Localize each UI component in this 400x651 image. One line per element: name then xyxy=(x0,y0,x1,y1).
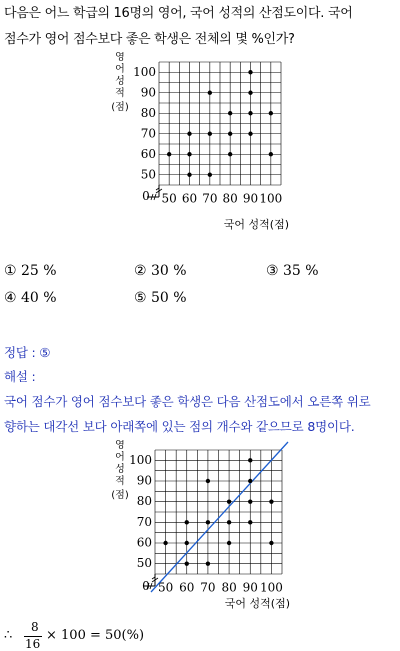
data-point xyxy=(248,91,252,95)
data-point xyxy=(228,132,232,136)
data-point xyxy=(163,541,167,545)
y-tick-label: 60 xyxy=(136,535,152,550)
data-point xyxy=(248,458,252,462)
data-point xyxy=(185,561,189,565)
explanation-line-2: 향하는 대각선 보다 아래쪽에 있는 점의 개수와 같으므로 8명이다. xyxy=(4,419,355,434)
data-point xyxy=(208,132,212,136)
y-tick-label: 80 xyxy=(136,494,152,509)
data-point xyxy=(248,132,252,136)
explanation-label: 해설 : xyxy=(4,369,36,384)
data-point xyxy=(208,91,212,95)
y-axis-label-char: 성 xyxy=(115,464,125,475)
y-axis-label-char: 영 xyxy=(115,440,125,451)
data-point xyxy=(269,152,273,156)
y-tick-label: 70 xyxy=(136,514,152,529)
origin-label: 0 xyxy=(142,189,150,203)
data-point xyxy=(248,111,252,115)
y-axis-label-unit: (점) xyxy=(111,102,129,113)
data-point xyxy=(187,132,191,136)
data-point xyxy=(228,152,232,156)
x-tick-label: 100 xyxy=(259,191,283,206)
option-5[interactable]: ⑤ 50 % xyxy=(134,290,187,306)
origin-label: 0 xyxy=(142,579,150,593)
y-tick-label: 100 xyxy=(133,64,156,79)
y-tick-label: 70 xyxy=(140,126,156,141)
data-point xyxy=(167,152,171,156)
data-point xyxy=(206,479,210,483)
data-point xyxy=(187,152,191,156)
data-point xyxy=(185,520,189,524)
data-point xyxy=(228,111,232,115)
data-point xyxy=(269,111,273,115)
question-line-2: 점수가 영어 점수보다 좋은 학생은 전체의 몇 %인가? xyxy=(4,32,295,47)
y-tick-label: 100 xyxy=(129,452,152,467)
data-point xyxy=(185,541,189,545)
x-tick-label: 70 xyxy=(200,580,216,595)
scatter-plot-solution xyxy=(0,440,400,615)
data-point xyxy=(227,520,231,524)
data-point xyxy=(208,173,212,177)
data-point xyxy=(248,70,252,74)
y-tick-label: 80 xyxy=(140,105,156,120)
option-4[interactable]: ④ 40 % xyxy=(4,290,57,306)
y-axis-label-unit: (점) xyxy=(111,490,129,501)
data-point xyxy=(269,541,273,545)
y-tick-label: 50 xyxy=(140,167,156,182)
y-axis-label-char: 영 xyxy=(115,52,125,63)
y-axis-label xyxy=(111,440,129,501)
data-point xyxy=(269,499,273,503)
y-axis-label-char: 성 xyxy=(115,76,125,87)
data-point xyxy=(227,541,231,545)
data-point xyxy=(187,173,191,177)
data-point xyxy=(248,520,252,524)
fraction-denominator: 16 xyxy=(25,637,41,651)
option-1[interactable]: ① 25 % xyxy=(4,263,57,279)
y-tick-label: 90 xyxy=(136,473,152,488)
option-3[interactable]: ③ 35 % xyxy=(266,263,319,279)
diagonal-line xyxy=(151,442,288,592)
y-axis-label-char: 적 xyxy=(115,476,125,487)
explanation-line-1: 국어 점수가 영어 점수보다 좋은 학생은 다음 산점도에서 오른쪽 위로 xyxy=(4,394,371,409)
data-point xyxy=(227,499,231,503)
therefore-symbol: ∴ xyxy=(4,628,13,643)
fraction-numerator: 8 xyxy=(31,620,39,634)
x-tick-label: 90 xyxy=(242,191,259,206)
x-tick-label: 50 xyxy=(157,580,174,595)
scatter-plot-question xyxy=(0,52,400,252)
data-point xyxy=(206,561,210,565)
y-axis-label xyxy=(111,52,129,113)
y-tick-label: 50 xyxy=(136,556,152,571)
x-axis-label: 국어 성적(점) xyxy=(224,597,290,610)
x-tick-label: 60 xyxy=(179,580,195,595)
x-tick-label: 90 xyxy=(242,580,258,595)
y-axis-label-char: 적 xyxy=(115,88,125,99)
option-2[interactable]: ② 30 % xyxy=(134,263,187,279)
y-axis-label-char: 어 xyxy=(115,452,125,463)
x-tick-label: 60 xyxy=(181,191,198,206)
x-tick-label: 70 xyxy=(202,191,218,206)
formula-rest: × 100 = 50(%) xyxy=(46,628,145,643)
y-tick-label: 90 xyxy=(140,85,156,100)
data-point xyxy=(206,520,210,524)
data-point xyxy=(248,479,252,483)
x-axis-label: 국어 성적(점) xyxy=(223,218,289,231)
x-tick-label: 100 xyxy=(259,580,283,595)
answer: 정답 : ⑤ xyxy=(4,345,51,360)
x-tick-label: 50 xyxy=(161,191,177,206)
x-tick-label: 80 xyxy=(222,191,238,206)
data-point xyxy=(248,499,252,503)
y-axis-label-char: 어 xyxy=(115,64,125,75)
question-line-1: 다음은 어느 학급의 16명의 영어, 국어 성적의 산점도이다. 국어 xyxy=(4,6,353,21)
y-tick-label: 60 xyxy=(140,146,156,161)
x-tick-label: 80 xyxy=(221,580,237,595)
